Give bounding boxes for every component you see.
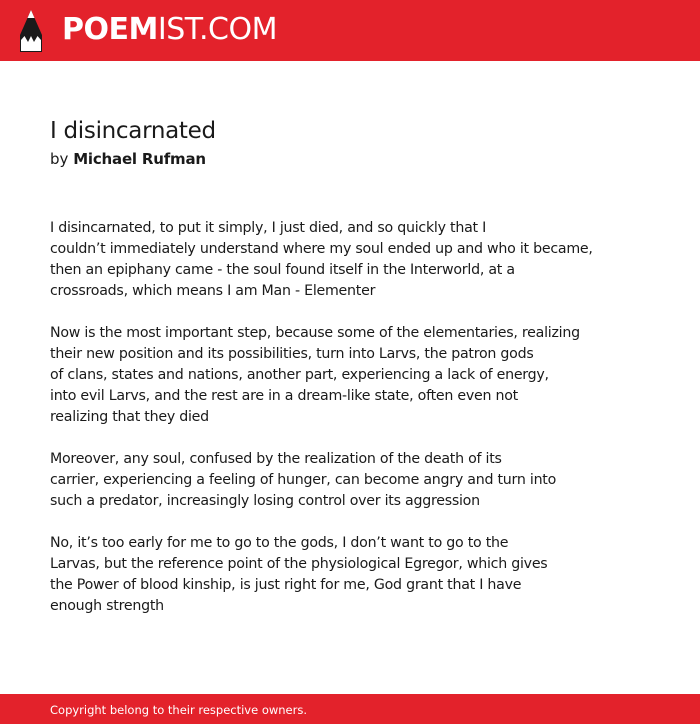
- site-footer: [0, 694, 700, 724]
- stanza: [50, 449, 650, 512]
- stanza: [50, 323, 650, 428]
- poem-line: such a predator, increasingly losing control over its aggression: [50, 493, 480, 509]
- stanza: [50, 218, 650, 302]
- poem-line: then an epiphany came - the soul found itself in the Interworld, at a: [50, 262, 515, 278]
- pencil-icon[interactable]: [18, 9, 44, 53]
- stanza: [50, 533, 650, 617]
- site-logo[interactable]: [62, 12, 277, 48]
- poem-line: of clans, states and nations, another part, experiencing a lack of energy,: [50, 367, 549, 383]
- poem-line: into evil Larvs, and the rest are in a dream-like state, often even not: [50, 388, 518, 404]
- poem-line: couldn’t immediately understand where my soul ended up and who it became,: [50, 241, 593, 257]
- poem-line: enough strength: [50, 598, 164, 614]
- poem-line: their new position and its possibilities, turn into Larvs, the patron gods: [50, 346, 534, 362]
- poem-line: Larvas, but the reference point of the physiological Egregor, which gives: [50, 556, 548, 572]
- poem-line: crossroads, which means I am Man - Elementer: [50, 283, 376, 299]
- poem-title: I disincarnated: [50, 118, 216, 144]
- poem-line: carrier, experiencing a feeling of hunger, can become angry and turn into: [50, 472, 557, 488]
- by-label: by: [50, 150, 69, 168]
- poem-line: No, it’s too early for me to go to the gods, I don’t want to go to the: [50, 535, 509, 551]
- poem-line: the Power of blood kinship, is just right for me, God grant that I have: [50, 577, 522, 593]
- copyright-notice: Copyright belong to their respective owners.: [50, 703, 308, 717]
- poem-line: I disincarnated, to put it simply, I just died, and so quickly that I: [50, 220, 487, 236]
- logo-bold-text: POEM: [62, 12, 158, 47]
- author-name[interactable]: Michael Rufman: [73, 150, 206, 168]
- byline: [50, 148, 206, 170]
- poem-line: Now is the most important step, because some of the elementaries, realizing: [50, 325, 580, 341]
- poem-line: realizing that they died: [50, 409, 209, 425]
- poem-line: Moreover, any soul, confused by the realization of the death of its: [50, 451, 502, 467]
- site-header: [0, 0, 700, 61]
- poem-body: [50, 218, 650, 638]
- logo-light-text: IST.COM: [157, 12, 277, 47]
